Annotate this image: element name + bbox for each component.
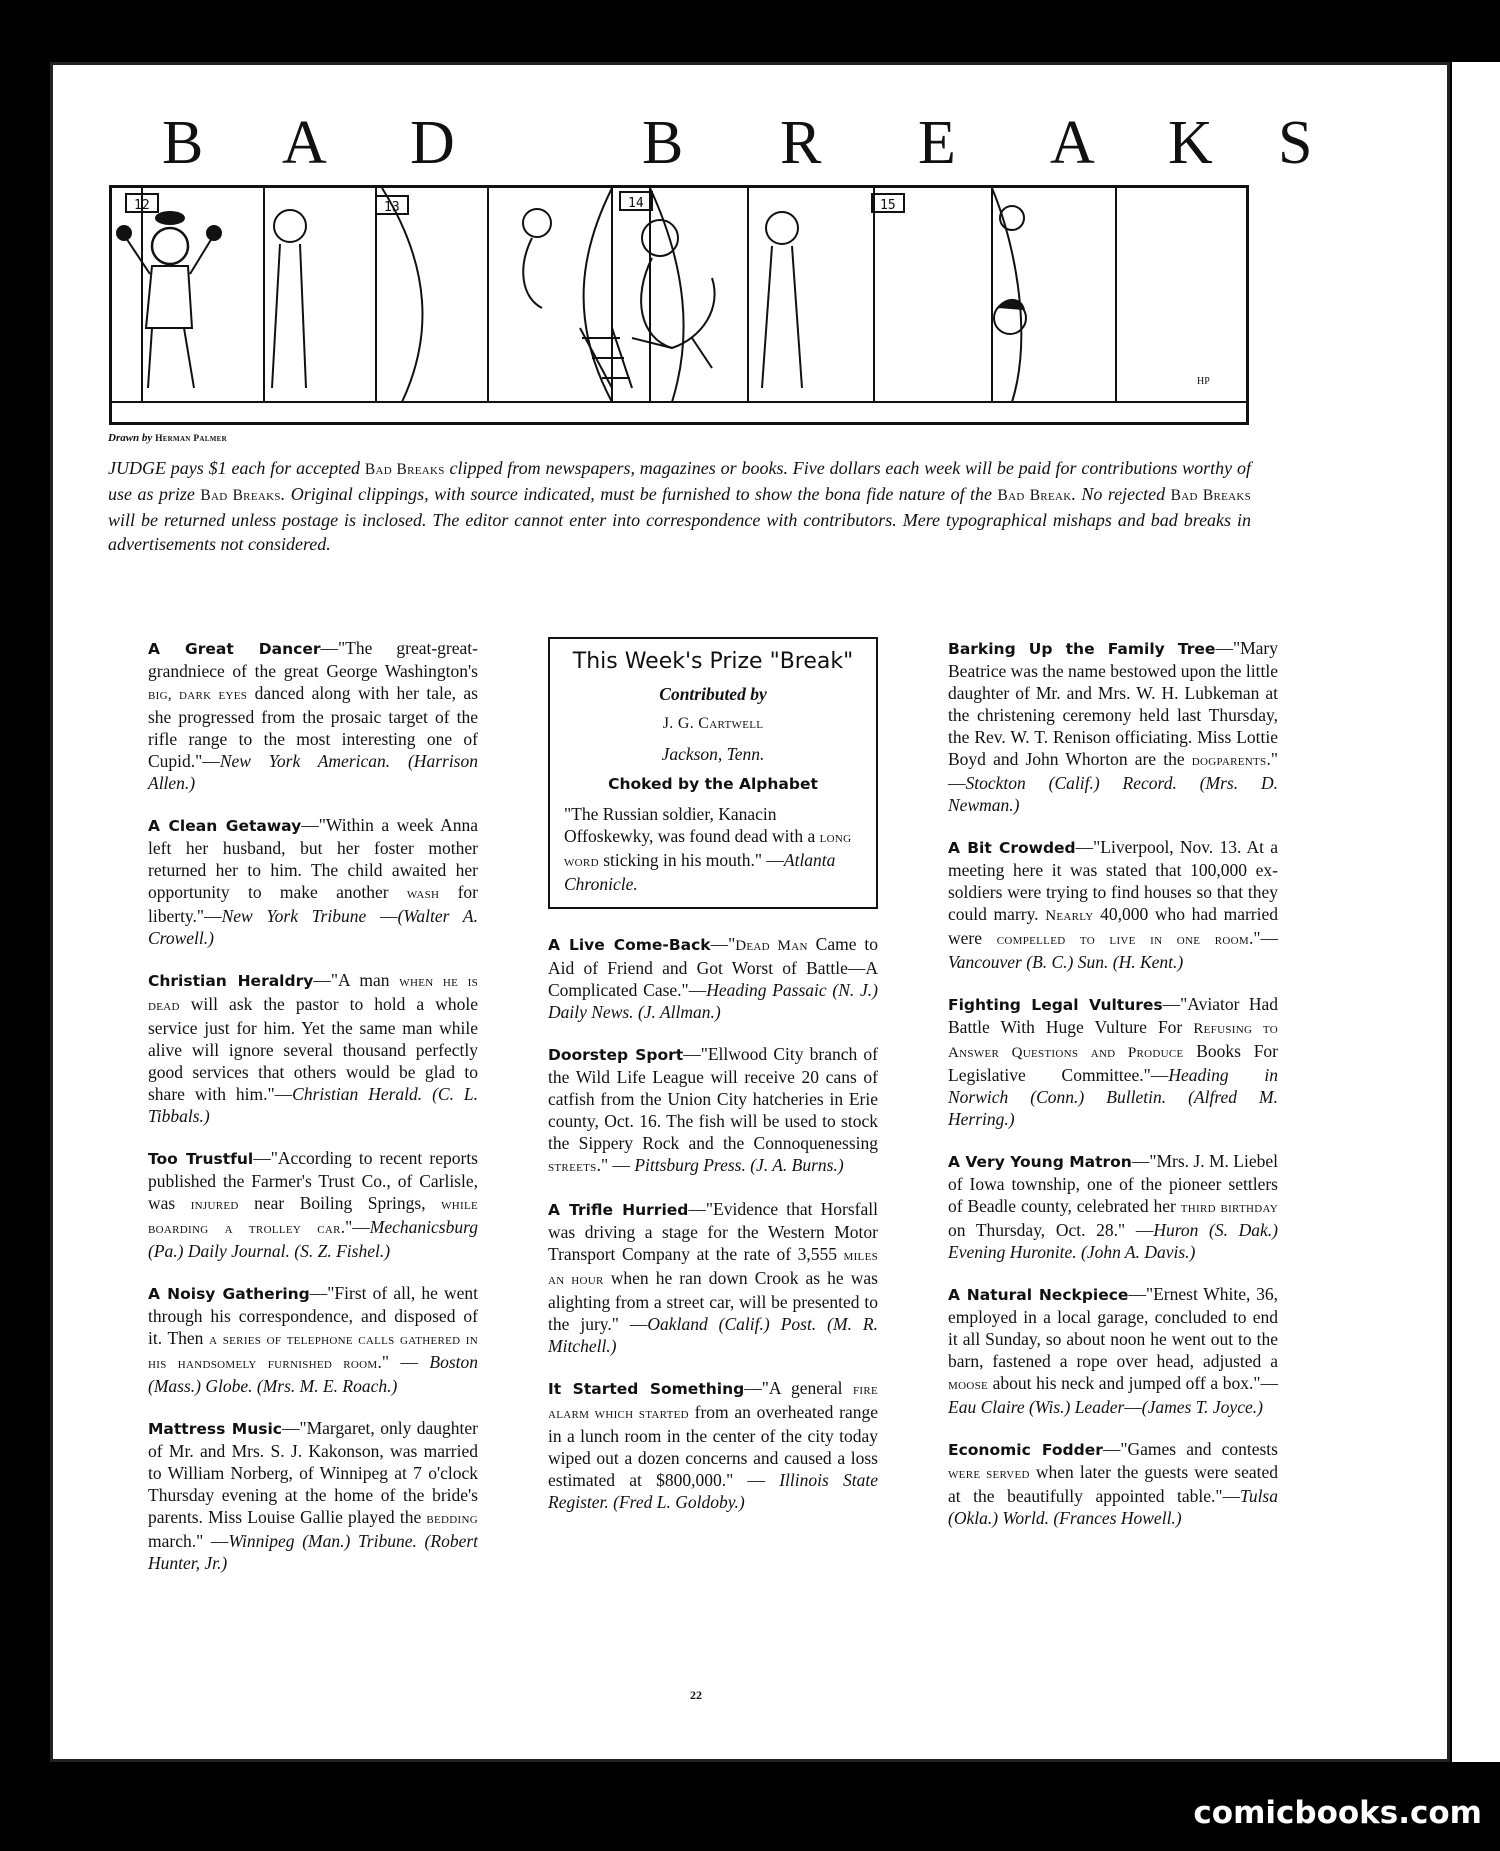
text-run: "Games and contests [1120,1439,1278,1459]
text-run: sticking in his mouth." — [598,850,784,870]
headline-dash: — [281,1418,300,1438]
small-caps-text: were served [948,1466,1030,1482]
small-caps-text: bedding [426,1511,478,1527]
text-run: — [1124,1397,1142,1417]
item-headline: A Natural Neckpiece [948,1286,1129,1304]
item-headline: A Noisy Gathering [148,1285,310,1303]
text-run: "Ellwood City branch of the Wild Life League will receive 20 cans of catfish from the Union City hatcheries in Erie county, Oct. 16. The fish will be used to stock the Sippery Rock and the Connoquenessing [548,1044,878,1153]
small-caps-text: Nearly [1045,908,1094,924]
small-caps-text: Refusing to Answer Questions and Produce [948,1021,1278,1061]
source-citation: Illinois State Register. [548,1470,878,1512]
item-headline: A Live Come-Back [548,936,711,954]
title-letter: B [162,109,212,177]
panel-number: 14 [628,196,644,211]
prize-contributed-label: Contributed by [659,684,767,704]
text-run [1166,1087,1188,1107]
news-item [148,814,478,949]
text-run: "Ernest White, 36, employed in a local garage, concluded to end it all Sunday, so about noon he went out to the barn, fastened a rope over head, adjusted a [948,1284,1279,1371]
news-item [948,1438,1278,1529]
text-run: from an overheated range in a lunch room in the center of the city today wiped out a dozen concerns and caused a loss estimated at $800,000." — [548,1402,878,1490]
item-headline: Too Trustful [148,1150,254,1168]
news-item [948,993,1278,1130]
small-caps-text: when he is dead [148,974,478,1014]
text-run: when later the guests were seated at the beautifully appointed table."— [948,1462,1278,1506]
headline-dash: — [301,815,319,835]
headline-dash: — [320,638,339,658]
text-run: danced along with her tale, as she progressed from the prosaic target of the rifle range to the most interesting one of Cupid."— [148,683,478,771]
title-letter: A [1050,109,1103,177]
source-citation: (M. R. Mitchell.) [548,1314,878,1356]
source-citation: New York American. [219,751,391,771]
source-citation: New York Tribune [221,906,367,926]
small-caps-text: Bad Breaks [1170,487,1252,504]
headline-dash: — [253,1148,271,1168]
source-citation: (S. Z. Fishel.) [294,1241,391,1261]
title-letter: R [780,109,830,177]
source-citation: (James T. Joyce.) [1141,1397,1263,1417]
text-run [390,751,408,771]
text-run: "A man [330,970,400,990]
text-run: near Boiling Springs, [238,1193,442,1213]
source-citation: (J. Allman.) [637,1002,721,1022]
news-item [948,1150,1278,1263]
news-item [548,933,878,1023]
text-run: JUDGE pays $1 each for accepted [108,458,365,478]
news-item [148,1282,478,1397]
article-column-middle [548,637,878,1533]
small-caps-text: fire alarm which started [548,1382,879,1422]
text-run: "Within a week Anna left her husband, but her foster mother returned her to him. The child awaited her opportunity to make another [148,815,478,902]
source-citation: Vancouver (B. C.) Sun. [948,952,1109,972]
headline-dash: — [313,970,331,990]
comic-strip [109,185,1249,425]
text-run: "The great-great-grandniece of the great George Washington's [148,638,478,681]
middle-articles [548,933,878,1513]
watermark: comicbooks.com [1193,1795,1482,1831]
panel-number: 12 [134,198,150,213]
small-caps-text: streets [548,1159,597,1175]
text-run: "According to recent reports published the Farmer's Trust Co., of Carlisle, was [148,1148,478,1213]
news-item [148,1417,478,1574]
news-item [148,969,478,1127]
news-item [148,637,478,794]
source-citation: Oakland (Calif.) Post. [647,1314,817,1334]
headline-dash: — [710,934,729,954]
headline-dash: — [688,1199,706,1219]
source-citation: (John A. Davis.) [1081,1242,1196,1262]
title-letter: E [918,109,964,177]
small-caps-text: wash [406,886,440,902]
title-letter: B [642,109,692,177]
text-run [816,1314,827,1334]
news-item [548,1198,878,1357]
text-run: ."— [1248,928,1278,948]
headline-dash: — [1102,1439,1121,1459]
headline-dash: — [683,1044,701,1064]
small-caps-text: long word [564,830,852,870]
small-caps-text: Bad Breaks [200,487,281,504]
credit-artist: Herman Palmer [155,434,227,444]
news-item [548,1377,878,1513]
source-citation: (Mrs. D. Newman.) [948,773,1279,815]
source-citation: Winnipeg (Man.) Tribune. [228,1531,417,1551]
text-run: when he ran down Crook as he was alighting from a street car, will be presented to the jury." — [548,1268,878,1334]
small-caps-text: third birthday [1180,1200,1279,1216]
source-citation: (Alfred M. Herring.) [948,1087,1279,1129]
artist-signature: HP [1197,376,1210,387]
page-number: 22 [690,1688,702,1702]
news-item [948,836,1278,973]
source-citation: (Frances Howell.) [1053,1508,1182,1528]
submission-rules [108,456,1251,556]
item-headline: A Bit Crowded [948,839,1076,857]
credit-prefix: Drawn by [108,432,153,444]
text-run: "The Russian soldier, Kanacin Offoskewky, was found dead with a [564,804,820,846]
text-run: "A general [761,1378,853,1398]
source-citation: Stockton (Calif.) Record. [965,773,1177,793]
text-run: — [366,906,398,926]
text-run: ." — [948,749,1278,793]
news-item [948,637,1278,816]
text-run: will be returned unless postage is inclosed. The editor cannot enter into correspondence with contributors. Mere typographical mishaps and bad breaks in advertisements not considered. [108,510,1251,554]
source-citation: Tulsa (Okla.) World. [948,1486,1278,1528]
item-headline: It Started Something [548,1380,745,1398]
item-headline: A Trifle Hurried [548,1201,689,1219]
text-run: ." — [596,1155,635,1175]
source-citation: Christian Herald. [292,1084,423,1104]
headline-dash: — [1075,837,1094,857]
source-citation: (Mrs. M. E. Roach.) [256,1376,398,1396]
source-citation: Pittsburg Press. [634,1155,746,1175]
title-letter: K [1168,109,1221,177]
item-headline: Fighting Legal Vultures [948,996,1163,1014]
text-run: "Evidence that Horsfall was driving a stage for the Western Motor Transport Company at the rate of 3,555 [548,1199,878,1264]
source-citation: (Fred L. Goldoby.) [613,1492,745,1512]
text-run: "Mary Beatrice was the name bestowed upon the little daughter of Mr. and Mrs. W. H. Lubkeman at the christening ceremony held last Thursday, the Rev. W. T. Renison officiating. Miss Lottie Boyd and John Whorton are the [948,638,1278,769]
source-citation: Atlanta Chronicle. [564,850,836,894]
source-citation: (Harrison Allen.) [148,751,478,793]
text-run: . Original clippings, with source indicated, must be furnished to show the bona fide nature of the [280,484,998,504]
item-headline: Economic Fodder [948,1441,1103,1459]
illustration-credit [108,432,227,444]
panel-number: 15 [880,198,896,213]
headline-dash: — [744,1378,762,1398]
source-citation: Heading Passaic (N. J.) Daily News. [548,980,878,1022]
headline-dash: — [309,1283,328,1303]
text-run: clipped from newspapers, magazines or books. Five dollars each week will be paid for contributions worthy of use as prize [108,458,1252,504]
source-citation: Mechanicsburg (Pa.) Daily Journal. [148,1217,478,1261]
prize-contributor-name: J. G. Cartwell [662,715,764,732]
item-headline: A Great Dancer [148,640,321,658]
small-caps-text: big, dark eyes [148,687,248,703]
item-headline: A Very Young Matron [948,1153,1132,1171]
text-run: 40,000 who had married were [948,904,1279,948]
text-run: "Aviator Had Battle With Huge Vulture For [948,994,1278,1037]
prize-contributor-place: Jackson, Tenn. [661,744,765,764]
small-caps-text: moose [948,1377,989,1393]
small-caps-text: Bad Breaks [364,461,445,478]
text-run: ." — [377,1352,430,1372]
headline-dash: — [1128,1284,1146,1304]
text-run: "Mrs. J. M. Liebel of Iowa township, one of the pioneer settlers of Beadle county, celebrated her [948,1151,1278,1216]
title-letter: A [282,109,335,177]
news-item [948,1283,1278,1418]
text-run [422,1084,432,1104]
title-letter: D [410,109,463,177]
panel-number: 13 [384,200,400,215]
comic-strip-drawing [112,188,1246,422]
headline-dash: — [1215,638,1233,658]
headline-dash: — [1131,1151,1150,1171]
small-caps-text: Dead Man [735,938,808,954]
text-run: "Margaret, only daughter of Mr. and Mrs. S. J. Kakonson, was married to William Norberg, of Winnipeg at 7 o'clock Thursday evening at the home of the bride's parents. Miss Louise Gallie played the [148,1418,478,1527]
text-run [417,1531,425,1551]
prize-quote [564,803,862,895]
news-item [548,1043,878,1178]
text-run: " [728,934,736,954]
text-run: . No rejected [1071,484,1171,504]
source-citation: (H. Kent.) [1112,952,1184,972]
source-citation: Huron (S. Dak.) Evening Huronite. [948,1220,1279,1262]
title-letter: S [1278,109,1321,177]
item-headline: Mattress Music [148,1420,282,1438]
text-run: ."— [340,1217,370,1237]
prize-break-box [548,637,878,909]
text-run [1177,773,1200,793]
source-citation: (C. L. Tibbals.) [148,1084,479,1126]
text-run: on Thursday, Oct. 28." — [948,1220,1154,1240]
text-run: "First of all, he went through his correspondence, and disposed of it. Then [148,1283,478,1348]
source-citation: Heading in Norwich (Conn.) Bulletin. [948,1065,1278,1107]
headline-dash: — [1162,994,1181,1014]
text-run: about his neck and jumped off a box."— [988,1373,1278,1393]
text-run: Books For Legislative Committee."— [948,1041,1278,1085]
source-citation: (J. A. Burns.) [750,1155,844,1175]
small-caps-text: injured [190,1197,239,1213]
text-run: Came to Aid of Friend and Got Worst of Battle—A Complicated Case."— [548,934,879,1000]
item-headline: Christian Heraldry [148,972,314,990]
source-citation: Eau Claire (Wis.) Leader [948,1397,1125,1417]
article-column-left [148,637,478,1594]
prize-headline: Choked by the Alphabet [608,775,818,793]
source-citation: (Robert Hunter, Jr.) [148,1531,479,1573]
text-run: for liberty."— [148,882,478,926]
small-caps-text: a series of telephone calls gathered in his handsomely furnished room [148,1332,478,1372]
item-headline: A Clean Getaway [148,817,302,835]
facing-page-edge [1452,62,1500,1762]
small-caps-text: Bad Break [997,487,1072,504]
item-headline: Doorstep Sport [548,1046,684,1064]
small-caps-text: compelled to live in one room [996,932,1249,948]
news-item [148,1147,478,1262]
small-caps-text: while boarding a trolley car [148,1197,478,1237]
text-run: "Liverpool, Nov. 13. At a meeting here it was stated that 100,000 ex-soldiers were trying to find houses so that they could marry. [948,837,1278,924]
source-citation: (Walter A. Crowell.) [148,906,478,948]
text-run: will ask the pastor to hold a whole service just for him. Yet the same man while alive will ignore several thousand perfectly good services that others would be glad to share with him."— [148,994,478,1104]
small-caps-text: miles an hour [548,1248,878,1288]
prize-title: This Week's Prize "Break" [572,649,854,674]
source-citation: Boston (Mass.) Globe. [148,1352,478,1396]
text-run: march." — [148,1531,229,1551]
article-column-right [948,637,1278,1549]
item-headline: Barking Up the Family Tree [948,640,1216,658]
small-caps-text: dogparents [1191,753,1267,769]
